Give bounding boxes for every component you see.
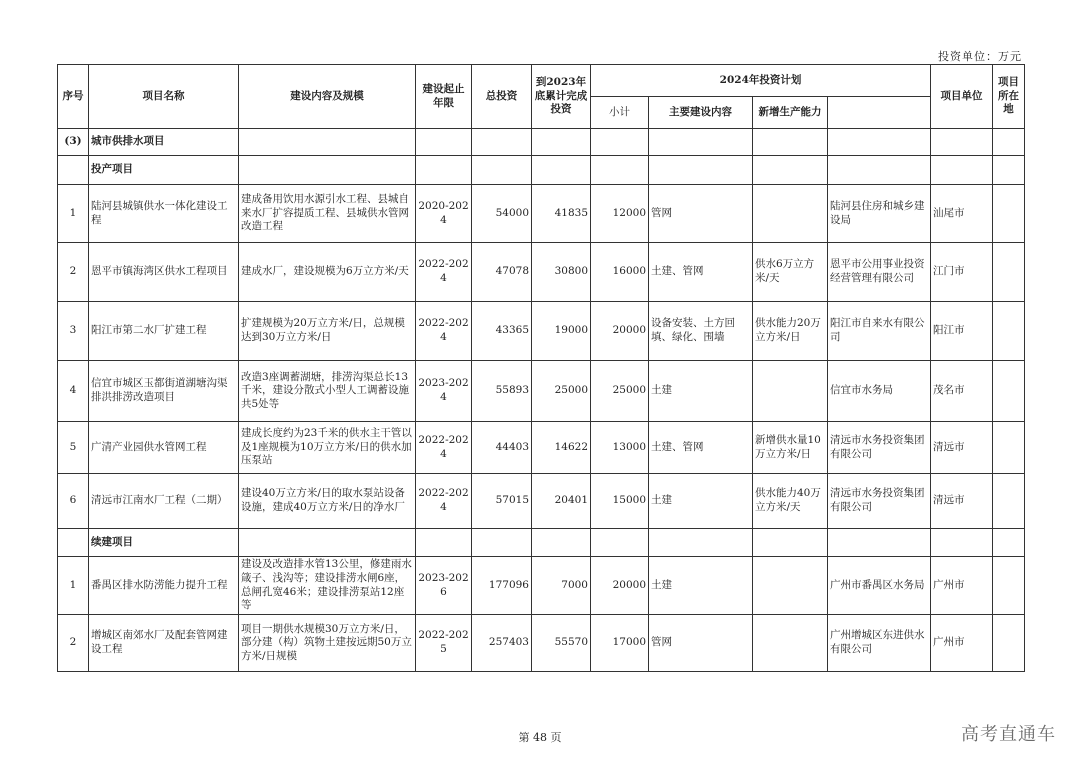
cell-capacity [753, 185, 828, 243]
table-row [58, 302, 1025, 361]
cell-period: 2023-2024 [416, 361, 472, 422]
cell-content: 建设40万立方米/日的取水泵站设备设施，建成40万立方米/日的净水厂 [239, 474, 416, 529]
table-row [58, 615, 1025, 672]
cell-completed: 55570 [532, 615, 591, 672]
cell-period: 2023-2026 [416, 557, 472, 615]
cell-seq: 6 [58, 474, 89, 529]
cell-seq: 5 [58, 422, 89, 474]
cell-content: 项目一期供水规模30万立方米/日，部分建（构）筑物土建按远期50万立方米/日规模 [239, 615, 416, 672]
cell-project-unit: 信宜市水务局 [828, 361, 931, 422]
cell-location: 茂名市 [931, 361, 993, 422]
cell-subtotal: 25000 [591, 361, 649, 422]
cell-subtotal: 20000 [591, 302, 649, 361]
group-row-commissioned [58, 156, 1025, 185]
cell-location: 广州市 [931, 557, 993, 615]
cell-main-content: 设备安装、土方回填、绿化、围墙 [649, 302, 753, 361]
cell-completed: 19000 [532, 302, 591, 361]
cell-remark [993, 615, 1025, 672]
cell-project-name: 信宜市城区玉都街道湖塘沟渠排洪排涝改造项目 [89, 361, 239, 422]
cell-seq: 2 [58, 615, 89, 672]
cell-main-content: 土建、管网 [649, 243, 753, 302]
cell-subtotal: 16000 [591, 243, 649, 302]
cell-remark [993, 243, 1025, 302]
cell-completed: 14622 [532, 422, 591, 474]
cell-completed: 41835 [532, 185, 591, 243]
cell-main-content: 土建 [649, 474, 753, 529]
cell-total: 43365 [472, 302, 532, 361]
cell-remark [993, 361, 1025, 422]
cell-capacity [753, 557, 828, 615]
watermark: 高考直通车 [961, 724, 1056, 745]
cell-total: 57015 [472, 474, 532, 529]
cell-main-content: 土建 [649, 361, 753, 422]
header-completed-investment: 到2023年底累计完成投资 [532, 65, 591, 129]
section-row [58, 129, 1025, 156]
cell-seq: 2 [58, 243, 89, 302]
cell-capacity: 供水能力20万立方米/日 [753, 302, 828, 361]
table-row [58, 557, 1025, 615]
cell-period: 2022-2024 [416, 474, 472, 529]
cell-subtotal: 13000 [591, 422, 649, 474]
cell-content: 改造3座调蓄湖塘，排涝沟渠总长13千米，建设分散式小型人工调蓄设施共5处等 [239, 361, 416, 422]
header-seq: 序号 [58, 65, 89, 129]
group-title-continuing: 续建项目 [89, 529, 239, 557]
cell-subtotal: 15000 [591, 474, 649, 529]
cell-main-content: 土建、管网 [649, 422, 753, 474]
header-period: 建设起止年限 [416, 65, 472, 129]
cell-project-name: 清远市江南水厂工程（二期） [89, 474, 239, 529]
cell-remark [993, 302, 1025, 361]
cell-project-unit: 阳江市自来水有限公司 [828, 302, 931, 361]
table-row [58, 185, 1025, 243]
cell-content: 建成备用饮用水源引水工程、县城自来水厂扩容提质工程、县城供水管网改造工程 [239, 185, 416, 243]
header-main-content: 主要建设内容 [649, 97, 753, 129]
cell-main-content: 管网 [649, 185, 753, 243]
cell-total: 257403 [472, 615, 532, 672]
cell-seq: 4 [58, 361, 89, 422]
cell-content: 建设及改造排水管13公里，修建雨水箴子、浅沟等；建设排涝水闸6座，总闸孔宽46米；建设排涝泵站12座等 [239, 557, 416, 615]
section-title: 城市供排水项目 [89, 129, 239, 156]
cell-project-unit: 广州增城区东进供水有限公司 [828, 615, 931, 672]
cell-completed: 20401 [532, 474, 591, 529]
table-row [58, 243, 1025, 302]
cell-total: 47078 [472, 243, 532, 302]
cell-project-name: 广清产业园供水管网工程 [89, 422, 239, 474]
cell-remark [993, 474, 1025, 529]
table-row [58, 422, 1025, 474]
cell-completed: 7000 [532, 557, 591, 615]
page-number: 第 48 页 [518, 731, 562, 744]
cell-location: 汕尾市 [931, 185, 993, 243]
cell-capacity: 供水能力40万立方米/天 [753, 474, 828, 529]
table-row [58, 361, 1025, 422]
header-content-scale: 建设内容及规模 [239, 65, 416, 129]
cell-project-name: 恩平市镇海湾区供水工程项目 [89, 243, 239, 302]
cell-location: 阳江市 [931, 302, 993, 361]
cell-project-name: 番禺区排水防涝能力提升工程 [89, 557, 239, 615]
cell-subtotal: 20000 [591, 557, 649, 615]
cell-period: 2022-2025 [416, 615, 472, 672]
cell-subtotal: 12000 [591, 185, 649, 243]
cell-total: 55893 [472, 361, 532, 422]
header-subtotal: 小计 [591, 97, 649, 129]
header-total-investment: 总投资 [472, 65, 532, 129]
header-location: 项目所在地 [993, 65, 1025, 129]
cell-project-unit: 清远市水务投资集团有限公司 [828, 474, 931, 529]
cell-remark [993, 557, 1025, 615]
cell-remark [993, 422, 1025, 474]
cell-subtotal: 17000 [591, 615, 649, 672]
cell-capacity [753, 615, 828, 672]
cell-location: 清远市 [931, 474, 993, 529]
cell-content: 建成水厂，建设规模为6万立方米/天 [239, 243, 416, 302]
header-2024-plan: 2024年投资计划 [591, 65, 931, 97]
cell-project-name: 陆河县城镇供水一体化建设工程 [89, 185, 239, 243]
cell-period: 2022-2024 [416, 302, 472, 361]
cell-location: 广州市 [931, 615, 993, 672]
cell-project-unit: 陆河县住房和城乡建设局 [828, 185, 931, 243]
table-row [58, 474, 1025, 529]
cell-project-unit: 清远市水务投资集团有限公司 [828, 422, 931, 474]
cell-project-name: 增城区南郊水厂及配套管网建设工程 [89, 615, 239, 672]
cell-completed: 30800 [532, 243, 591, 302]
group-title-commissioned: 投产项目 [89, 156, 239, 185]
cell-project-unit: 恩平市公用事业投资经营管理有限公司 [828, 243, 931, 302]
cell-content: 扩建规模为20万立方米/日，总规模达到30万立方米/日 [239, 302, 416, 361]
investment-plan-table [57, 64, 1025, 672]
cell-capacity [753, 361, 828, 422]
header-project-unit: 项目单位 [931, 65, 993, 129]
header-project-name: 项目名称 [89, 65, 239, 129]
cell-completed: 25000 [532, 361, 591, 422]
header-new-capacity: 新增生产能力 [753, 97, 828, 129]
investment-unit-note: 投资单位：万元 [938, 50, 1022, 63]
cell-total: 177096 [472, 557, 532, 615]
cell-seq: 3 [58, 302, 89, 361]
group-row-continuing [58, 529, 1025, 557]
cell-main-content: 管网 [649, 615, 753, 672]
cell-main-content: 土建 [649, 557, 753, 615]
cell-capacity: 新增供水量10万立方米/日 [753, 422, 828, 474]
cell-project-unit: 广州市番禺区水务局 [828, 557, 931, 615]
cell-seq: 1 [58, 185, 89, 243]
cell-total: 54000 [472, 185, 532, 243]
cell-location: 清远市 [931, 422, 993, 474]
cell-project-name: 阳江市第二水厂扩建工程 [89, 302, 239, 361]
cell-period: 2020-2024 [416, 185, 472, 243]
cell-period: 2022-2024 [416, 422, 472, 474]
cell-capacity: 供水6万立方米/天 [753, 243, 828, 302]
cell-seq: 1 [58, 557, 89, 615]
cell-total: 44403 [472, 422, 532, 474]
cell-location: 江门市 [931, 243, 993, 302]
section-seq: (3) [58, 129, 89, 156]
cell-remark [993, 185, 1025, 243]
cell-content: 建成长度约为23千米的供水主干管以及1座规模为10万立方米/日的供水加压泵站 [239, 422, 416, 474]
cell-period: 2022-2024 [416, 243, 472, 302]
